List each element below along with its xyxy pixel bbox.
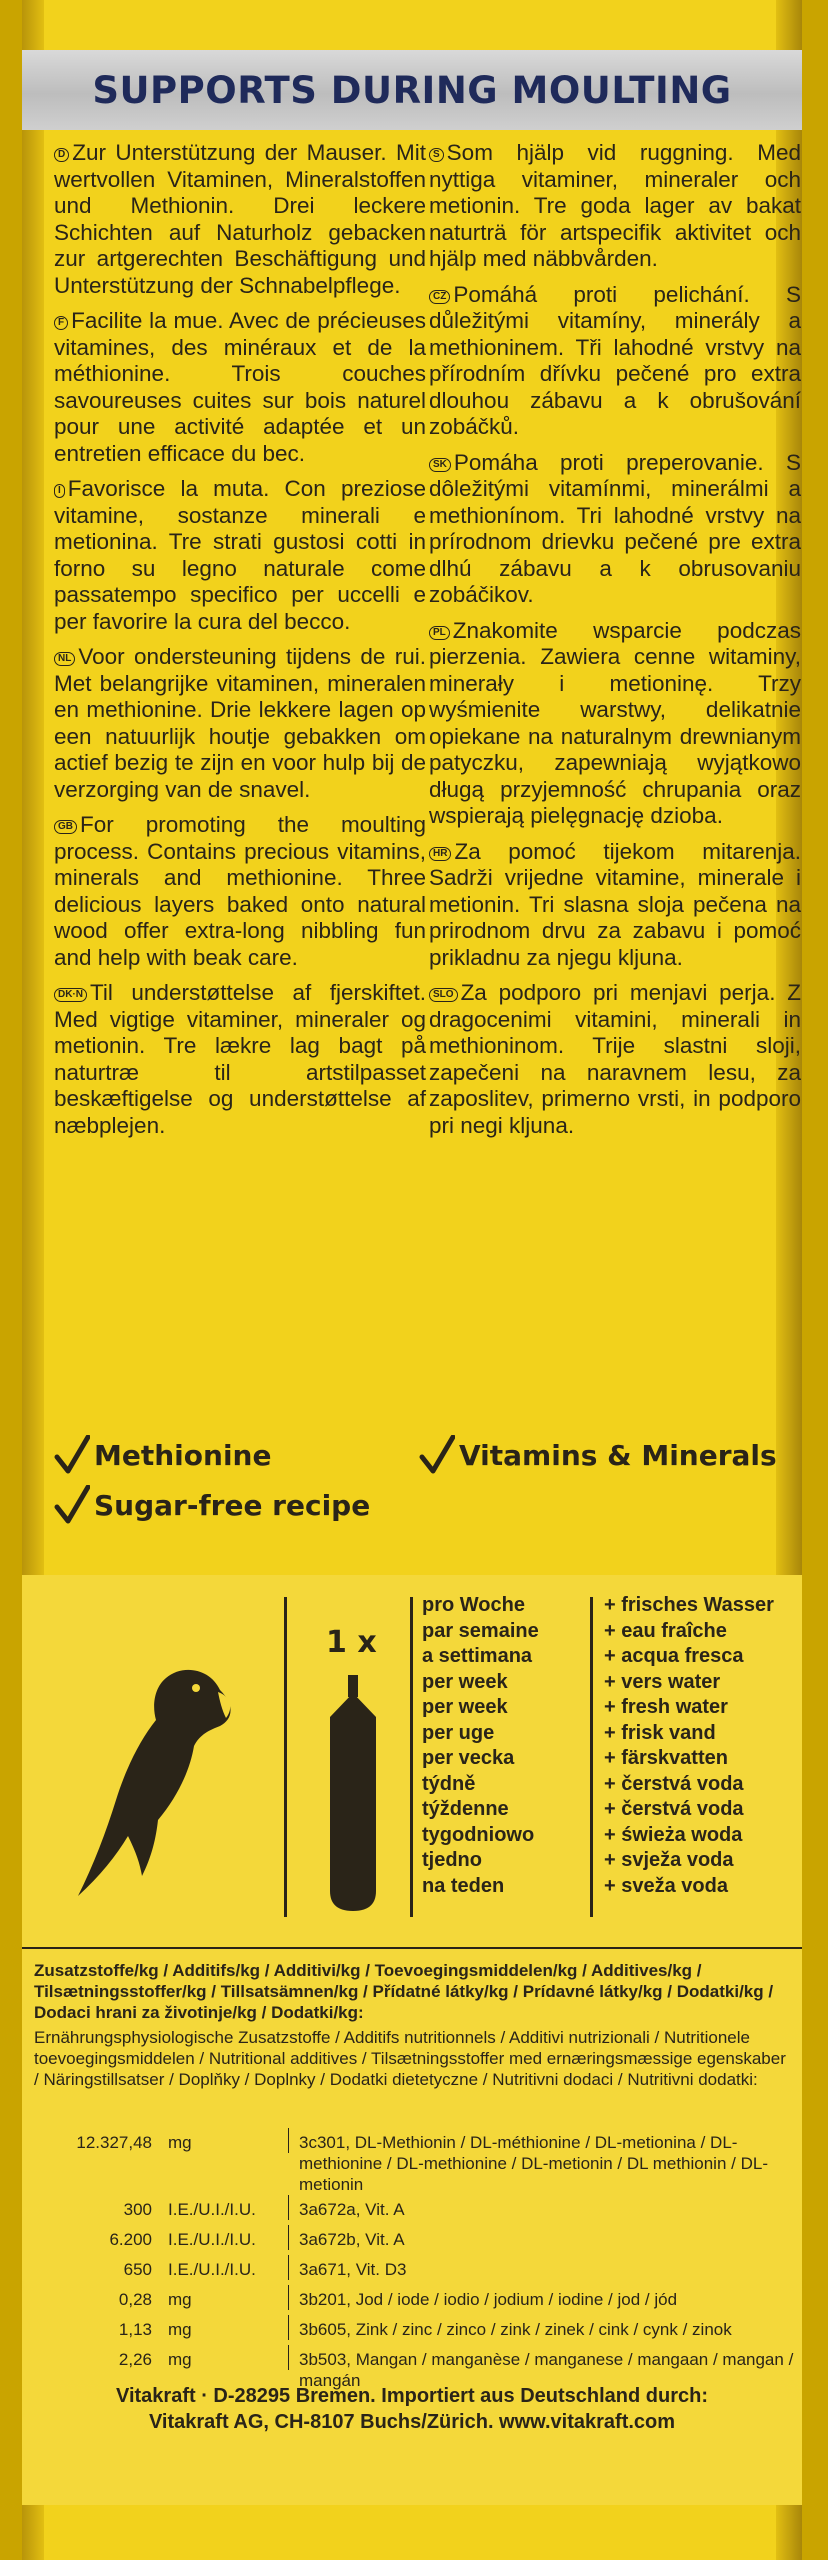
- unit-cell: mg: [168, 2345, 289, 2370]
- paragraph-fr: F Facilite la mue. Avec de précieuses vitamines, des minéraux et de la méthionine. Trois couches savoureuses cuites sur bois naturel pour une activité adaptée et un entretien efficace du bec.: [54, 308, 426, 466]
- paragraph-slo: SLO Za podporo pri menjavi perja. Z dragocenimi vitamini, minerali in methioninom. Trije slastni sloji, zapečeni na naravnem lesu, za zaposlitev, primerno vrsti, in podporo pri negi kljuna.: [429, 980, 801, 1138]
- water-list: [604, 1593, 774, 1899]
- unit-cell: mg: [168, 2315, 289, 2340]
- amount-cell: 650: [123, 2260, 152, 2279]
- frequency-item: per vecka: [422, 1747, 515, 1769]
- additives-table: [34, 2128, 794, 2391]
- paragraph-s: S Som hjälp vid ruggning. Med nyttiga vitaminer, mineraler och metionin. Tre goda lager av bakat naturträ för artspecifik aktivitet och hjälp med näbbvården.: [429, 140, 801, 271]
- footer-line-2: Vitakraft AG, CH-8107 Buchs/Zürich. www.vitakraft.com: [148, 2411, 676, 2433]
- additives-declaration: [34, 1960, 786, 2094]
- feature-checklist: [54, 1435, 794, 1555]
- water-item: + färskvatten: [604, 1747, 728, 1769]
- section-divider: [22, 1947, 802, 1949]
- frequency-item: a settimana: [422, 1645, 533, 1667]
- water-item: + čerstvá voda: [604, 1772, 744, 1795]
- checkmark-icon: [419, 1435, 455, 1475]
- table-row: [34, 2315, 794, 2345]
- description-cell: 3a672a, Vit. A: [299, 2200, 405, 2219]
- lang-badge-pl: PL: [429, 626, 450, 640]
- lang-badge-gb: GB: [54, 820, 77, 834]
- checkmark-icon: [54, 1485, 90, 1525]
- additives-header: Zusatzstoffe/kg / Additifs/kg / Additivi/kg / Toevoegingsmiddelen/kg / Additives/kg / Tilsætningsstoffer/kg / Tillsatsämnen/kg / Přídatné látky/kg / Prídavné látky/kg / Dodatki/kg / Dodaci hrani za životinje/kg / Dodatki/kg:: [34, 1961, 774, 2022]
- feature-sugar-free: Sugar-free recipe: [54, 1485, 370, 1525]
- usage-instructions: [22, 1575, 802, 1945]
- paragraph-cz: CZ Pomáhá proti pelichání. S důležitými vitamíny, minerály a methioninem. Tři lahodné vrstvy na přírodním dřívku pečené pro extra dlouhou zábavu a k obrušování zobáčků.: [429, 281, 801, 439]
- unit-cell: I.E./U.I./I.U.: [168, 2225, 289, 2250]
- feature-vitamins-minerals: Vitamins & Minerals: [419, 1435, 777, 1475]
- lang-badge-it: I: [54, 484, 65, 498]
- table-row: [34, 2255, 794, 2285]
- frequency-item: tygodniowo: [422, 1823, 535, 1846]
- water-item: + frisk vand: [604, 1721, 716, 1744]
- table-row: [34, 2285, 794, 2315]
- lower-info-panel: [22, 1575, 802, 2505]
- amount-cell: 6.200: [109, 2230, 152, 2249]
- description-cell: 3c301, DL-Methionin / DL-méthionine / DL-metionina / DL-methionine / DL-methionine / DL-metionin / DL methionin / DL-metionin: [299, 2133, 768, 2194]
- frequency-item: per week: [422, 1670, 508, 1693]
- divider-line: [410, 1597, 413, 1917]
- paragraph-hr: HR Za pomoć tijekom mitarenja. Sadrži vrijedne vitamine, minerale i metionin. Tri slasna sloja pečena na prirodnom drvu za zabavu i pomoć prikladnu za njegu kljuna.: [429, 838, 801, 970]
- frequency-list: [422, 1593, 539, 1899]
- description-cell: 3b201, Jod / iode / iodio / jodium / iodine / jod / jód: [299, 2290, 678, 2309]
- nutritional-additives-header: Ernährungsphysiologische Zusatzstoffe / Additifs nutritionnels / Additivi nutrizionali / Nutritionele toevoegingsmiddelen / Nutritional additives / Tilsætningsstoffer med ernæringsmæssige egenskaber / Näringstillsatser / Doplňky / Doplnky / Dodatki dietetyczne / Nutritivni dodaci / Nutritivni dodatki:: [34, 2028, 786, 2089]
- water-item: + fresh water: [604, 1696, 728, 1718]
- water-item: + świeża woda: [604, 1823, 743, 1846]
- package-side-panel: [22, 0, 802, 2560]
- amount-cell: 2,26: [118, 2350, 152, 2369]
- paragraph-de: D Zur Unterstützung der Mauser. Mit wertvollen Vitaminen, Mineralstoffen und Methionin. Drei leckere Schichten auf Naturholz gebacken zur artgerechten Beschäftigung und Unterstützung der Schnabelpflege.: [54, 140, 426, 298]
- frequency-item: per uge: [422, 1721, 495, 1744]
- dose-label: 1 x: [326, 1625, 377, 1660]
- frequency-item: par semaine: [422, 1619, 539, 1642]
- lang-badge-cz: CZ: [429, 290, 450, 304]
- water-item: + eau fraîche: [604, 1619, 727, 1642]
- lang-badge-s: S: [429, 148, 444, 162]
- paragraph-it: I Favorisce la muta. Con preziose vitamine, sostanze minerali e metionina. Tre strati gustosi cotti in forno su legno naturale come passatempo specifico per uccelli e per favorire la cura del becco.: [54, 476, 426, 634]
- title-band: [22, 50, 802, 130]
- amount-cell: 12.327,48: [76, 2133, 152, 2152]
- table-row: [34, 2225, 794, 2255]
- frequency-item: týdně: [422, 1772, 476, 1795]
- paragraph-nl: NL Voor ondersteuning tijdens de rui. Met belangrijke vitaminen, mineralen en methionine. Drie lekkere lagen op een natuurlijk houtje gebakken om actief bezig te zijn en voor hulp bij de verzorging van de snavel.: [54, 644, 426, 802]
- water-item: + frisches Wasser: [604, 1594, 774, 1616]
- page-title: SUPPORTS DURING MOULTING: [92, 68, 732, 112]
- frequency-item: tjedno: [422, 1849, 482, 1871]
- checkmark-icon: [54, 1435, 90, 1475]
- left-language-column: [54, 140, 426, 1148]
- paragraph-gb: GB For promoting the moulting process. Contains precious vitamins, minerals and methionine. Three delicious layers baked onto natural wood offer extra-long nibbling fun and help with beak care.: [54, 812, 426, 970]
- water-item: + sveža voda: [604, 1874, 728, 1897]
- description-cell: 3a671, Vit. D3: [299, 2260, 407, 2279]
- water-item: + čerstvá voda: [604, 1798, 744, 1820]
- divider-line: [590, 1597, 593, 1917]
- paragraph-dk-n: DK·N Til understøttelse af fjerskiftet. Med vigtige vitaminer, mineraler og metionin. Tre lækre lag bagt på naturtræ til artstilpasset beskæftigelse og understøttelse af næbplejen.: [54, 980, 426, 1138]
- water-item: + svježa voda: [604, 1849, 734, 1871]
- table-row: [34, 2195, 794, 2225]
- description-cell: 3b503, Mangan / manganèse / manganese / mangaan / mangan / mangán: [299, 2350, 794, 2390]
- paragraph-sk: SK Pomáha proti preperovanie. S dôležitými vitamínmi, minerálmi a methionínom. Tri lahodné vrstvy na prírodnom drievku pečené pre extra dlhú zábavu a k obrusovaniu zobáčikov.: [429, 449, 801, 607]
- amount-cell: 1,13: [118, 2320, 152, 2339]
- description-cell: 3b605, Zink / zinc / zinco / zink / zinek / cink / cynk / zinok: [299, 2320, 732, 2339]
- lang-badge-slo: SLO: [429, 988, 458, 1002]
- footer-line-1: Vitakraft · D-28295 Bremen. Importiert aus Deutschland durch:: [115, 2385, 708, 2407]
- lang-badge-hr: HR: [429, 847, 451, 861]
- unit-cell: I.E./U.I./I.U.: [168, 2255, 289, 2280]
- unit-cell: mg: [168, 2128, 289, 2153]
- lang-badge-dk-n: DK·N: [54, 988, 87, 1002]
- lang-badge-fr: F: [54, 316, 68, 330]
- frequency-item: na teden: [422, 1874, 505, 1897]
- water-item: + acqua fresca: [604, 1645, 744, 1667]
- lang-badge-nl: NL: [54, 652, 75, 666]
- unit-cell: mg: [168, 2285, 289, 2310]
- amount-cell: 0,28: [118, 2290, 152, 2309]
- feature-methionine: Methionine: [54, 1435, 271, 1475]
- frequency-item: per week: [422, 1696, 508, 1718]
- lang-badge-sk: SK: [429, 458, 451, 472]
- manufacturer-footer: [34, 2383, 790, 2435]
- frequency-item: pro Woche: [422, 1594, 525, 1616]
- divider-line: [284, 1597, 287, 1917]
- right-language-column: [429, 140, 801, 1148]
- description-cell: 3a672b, Vit. A: [299, 2230, 405, 2249]
- unit-cell: I.E./U.I./I.U.: [168, 2195, 289, 2220]
- amount-cell: 300: [123, 2200, 152, 2219]
- water-item: + vers water: [604, 1670, 721, 1693]
- paragraph-pl: PL Znakomite wsparcie podczas pierzenia. Zawiera cenne witaminy, minerały i metioninę. Trzy wyśmienite warstwy, delikatnie opiekane na naturalnym drewnianym patyczku, zapewniają wyjątkowo długą przyjemność chrupania oraz wspierają pielęgnację dzioba.: [429, 617, 801, 828]
- table-row: [34, 2128, 794, 2195]
- lang-badge-de: D: [54, 148, 69, 162]
- frequency-item: týždenne: [422, 1798, 509, 1820]
- treat-stick-icon: [318, 1675, 388, 1915]
- parrot-icon: [70, 1650, 240, 1900]
